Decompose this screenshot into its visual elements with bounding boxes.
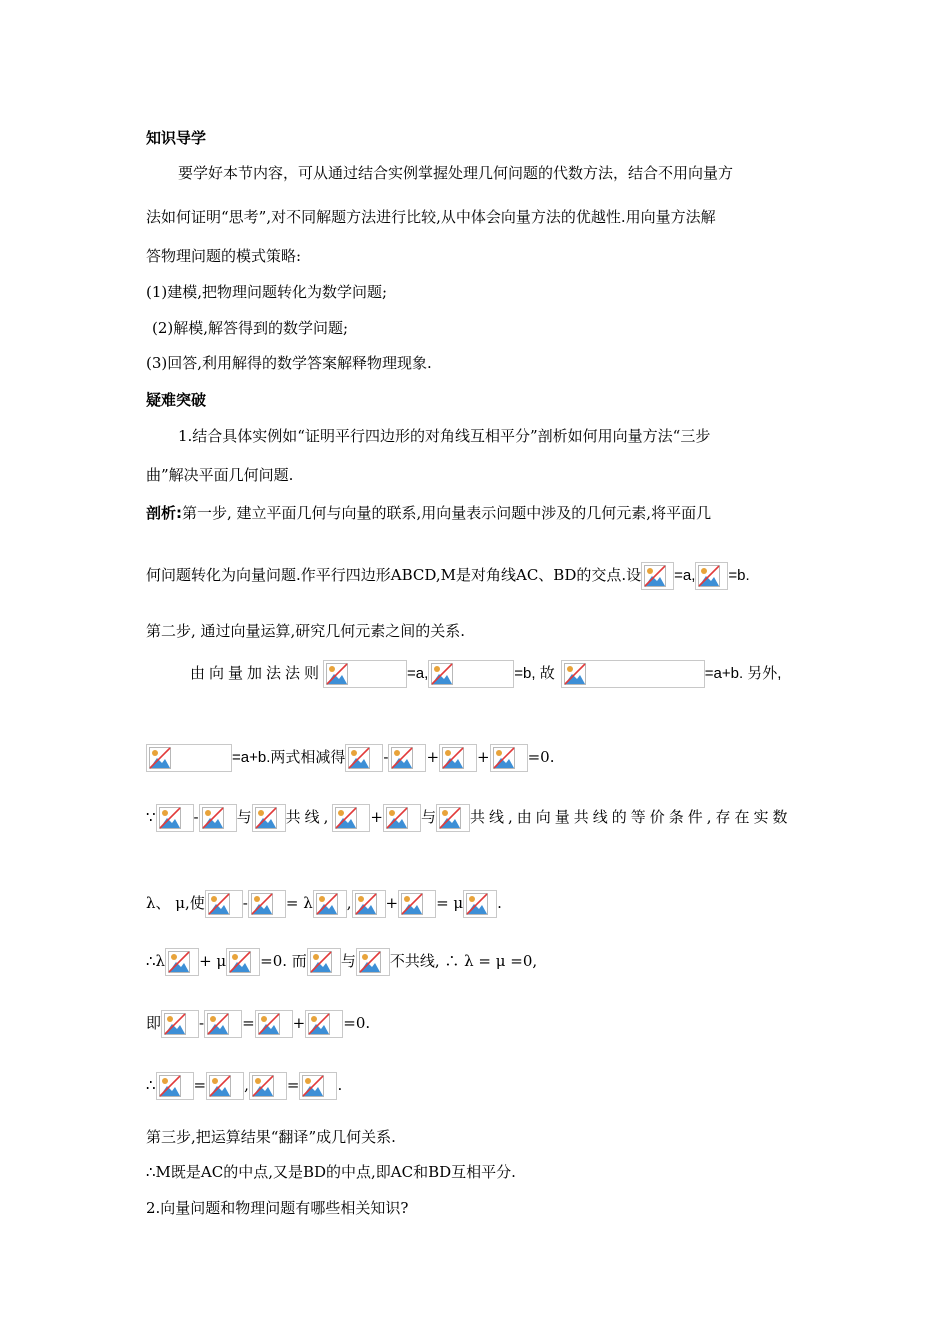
plus-sign: + xyxy=(292,1014,306,1032)
broken-image-icon xyxy=(386,807,408,829)
vector-image xyxy=(313,890,347,918)
vector-image xyxy=(156,804,194,832)
vector-image xyxy=(323,660,407,688)
minus-sign: - xyxy=(383,748,389,766)
broken-image-icon xyxy=(164,1013,186,1035)
eq-mu-text: = μ xyxy=(436,894,464,912)
vector-image xyxy=(356,948,390,976)
broken-image-icon xyxy=(202,807,224,829)
ie-text: 即 xyxy=(146,1014,162,1032)
broken-image-icon xyxy=(431,663,453,685)
plus-sign: + xyxy=(370,808,383,826)
broken-image-icon xyxy=(159,1075,181,1097)
vector-image xyxy=(695,562,728,590)
broken-image-icon xyxy=(564,663,586,685)
broken-image-icon xyxy=(302,1075,324,1097)
vector-image xyxy=(206,1072,244,1100)
lambda-mu-text: λ、 μ,使 xyxy=(146,894,205,912)
therefore-sign: ∴ xyxy=(146,952,156,970)
lambda-mu-line xyxy=(146,890,502,918)
step-2: (2)解模,解答得到的数学问题; xyxy=(152,319,349,337)
broken-image-icon xyxy=(149,747,171,769)
vector-image xyxy=(332,804,370,832)
analysis-line-1 xyxy=(146,503,711,523)
analysis-step1a: 第一步, 建立平面几何与向量的联系,用向量表示问题中涉及的几何元素,将平面几 xyxy=(182,504,712,522)
broken-image-icon xyxy=(208,893,230,915)
intro-line-3: 答物理问题的模式策略: xyxy=(146,247,302,265)
rule-ab-text: =a+b. 另外, xyxy=(704,665,782,682)
comma: , xyxy=(346,894,352,912)
minus-sign: - xyxy=(199,1014,205,1032)
broken-image-icon xyxy=(168,951,190,973)
therefore-line-1 xyxy=(146,948,537,976)
vector-image xyxy=(305,1010,343,1038)
broken-image-icon xyxy=(348,747,370,769)
minus-sign: - xyxy=(193,808,199,826)
heading-difficult: 疑难突破 xyxy=(146,391,207,409)
vector-image xyxy=(307,948,341,976)
plus-sign: + xyxy=(426,748,440,766)
broken-image-icon xyxy=(159,807,181,829)
broken-image-icon xyxy=(326,663,348,685)
vector-image xyxy=(428,660,514,688)
vector-image xyxy=(436,804,470,832)
rule-line xyxy=(190,660,781,688)
vector-image xyxy=(249,1072,287,1100)
rule-text: 由向量加法法则 xyxy=(190,664,324,682)
broken-image-icon xyxy=(258,1013,280,1035)
collinear-text: 共线, xyxy=(285,808,333,826)
broken-image-icon xyxy=(316,893,338,915)
broken-image-icon xyxy=(207,1013,229,1035)
broken-image-icon xyxy=(251,893,273,915)
collinear-condition-text: 共线,由向量共线的等价条件,存在实数 xyxy=(470,808,792,826)
vector-image xyxy=(352,890,386,918)
subtract-line xyxy=(146,744,555,772)
vector-image xyxy=(299,1072,337,1100)
period: . xyxy=(337,1076,343,1094)
q1-line-2: 曲”解决平面几何问题. xyxy=(146,466,294,484)
vector-image xyxy=(205,890,243,918)
intro-line-1: 要学好本节内容，可从通过结合实例掌握处理几何问题的代数方法，结合不用向量方 xyxy=(178,164,734,182)
vector-image xyxy=(199,804,237,832)
eq0-and-text: =0. 而 xyxy=(260,952,307,970)
eq-lambda-text: = λ xyxy=(285,894,313,912)
line-ab-text: =a+b.两式相减得 xyxy=(232,749,346,766)
vector-image xyxy=(388,744,426,772)
broken-image-icon xyxy=(308,1013,330,1035)
broken-image-icon xyxy=(401,893,423,915)
analysis-line-2 xyxy=(146,562,750,590)
vector-image xyxy=(248,890,286,918)
vector-image xyxy=(641,562,674,590)
vector-image xyxy=(561,660,705,688)
broken-image-icon xyxy=(439,807,461,829)
rule-b-text: =b, 故 xyxy=(514,665,555,682)
with-text: 与 xyxy=(340,952,356,970)
vector-image xyxy=(463,890,497,918)
rule-a-text: =a, xyxy=(407,665,429,682)
broken-image-icon xyxy=(442,747,464,769)
with-text: 与 xyxy=(421,808,437,826)
broken-image-icon xyxy=(255,807,277,829)
eq0-text: =0. xyxy=(343,1014,371,1032)
analysis-label: 剖析: xyxy=(146,504,182,522)
lambda-text: λ xyxy=(155,952,166,970)
ie-line xyxy=(146,1010,370,1038)
vector-image xyxy=(165,948,199,976)
vector-image xyxy=(226,948,260,976)
eq-b-text: =b. xyxy=(728,567,750,584)
vector-image xyxy=(490,744,528,772)
heading-guide: 知识导学 xyxy=(146,129,207,147)
analysis-conclusion: ∴M既是AC的中点,又是BD的中点,即AC和BD互相平分. xyxy=(146,1163,516,1181)
broken-image-icon xyxy=(209,1075,231,1097)
intro-line-2: 法如何证明“思考”,对不同解题方法进行比较,从中体会向量方法的优越性.用向量方法解 xyxy=(146,208,716,226)
eq-a-text: =a, xyxy=(674,567,696,584)
broken-image-icon xyxy=(466,893,488,915)
minus-sign: - xyxy=(242,894,248,912)
because-sign: ∵ xyxy=(146,808,156,826)
broken-image-icon xyxy=(335,807,357,829)
broken-image-icon xyxy=(310,951,332,973)
vector-image xyxy=(204,1010,242,1038)
step-3: (3)回答,利用解得的数学答案解释物理现象. xyxy=(146,354,432,372)
vector-image xyxy=(252,804,286,832)
analysis-step3: 第三步,把运算结果“翻译”成几何关系. xyxy=(146,1128,396,1146)
with-text: 与 xyxy=(236,808,252,826)
broken-image-icon xyxy=(229,951,251,973)
vector-image xyxy=(146,744,232,772)
equals-sign: = xyxy=(193,1076,207,1094)
broken-image-icon xyxy=(252,1075,274,1097)
plus-mu-text: + μ xyxy=(199,952,227,970)
equals-sign: = xyxy=(286,1076,300,1094)
vector-image xyxy=(398,890,436,918)
question-2: 2.向量问题和物理问题有哪些相关知识? xyxy=(146,1199,409,1217)
vector-image xyxy=(383,804,421,832)
equals-sign: = xyxy=(242,1014,255,1032)
vector-image xyxy=(345,744,383,772)
plus-sign: + xyxy=(385,894,399,912)
not-collinear-text: 不共线, ∴ λ = μ =0, xyxy=(389,952,538,970)
comma: , xyxy=(244,1076,249,1094)
broken-image-icon xyxy=(644,565,666,587)
step-1: (1)建模,把物理问题转化为数学问题; xyxy=(146,283,388,301)
vector-image xyxy=(161,1010,199,1038)
broken-image-icon xyxy=(355,893,377,915)
q1-line-1: 1.结合具体实例如“证明平行四边形的对角线互相平分”剖析如何用向量方法“三步 xyxy=(178,427,711,445)
because-line xyxy=(146,804,792,832)
analysis-step1b: 何问题转化为向量问题.作平行四边形ABCD,M是对角线AC、BD的交点.设 xyxy=(146,566,642,584)
broken-image-icon xyxy=(359,951,381,973)
analysis-step2: 第二步, 通过向量运算,研究几何元素之间的关系. xyxy=(146,622,466,640)
vector-image xyxy=(156,1072,194,1100)
vector-image xyxy=(439,744,477,772)
period: . xyxy=(497,894,502,912)
eq0-text: =0. xyxy=(527,748,555,766)
broken-image-icon xyxy=(493,747,515,769)
broken-image-icon xyxy=(391,747,413,769)
plus-sign: + xyxy=(477,748,490,766)
vector-image xyxy=(255,1010,293,1038)
therefore-line-2 xyxy=(146,1072,342,1100)
therefore-sign: ∴ xyxy=(146,1076,156,1094)
broken-image-icon xyxy=(698,565,720,587)
